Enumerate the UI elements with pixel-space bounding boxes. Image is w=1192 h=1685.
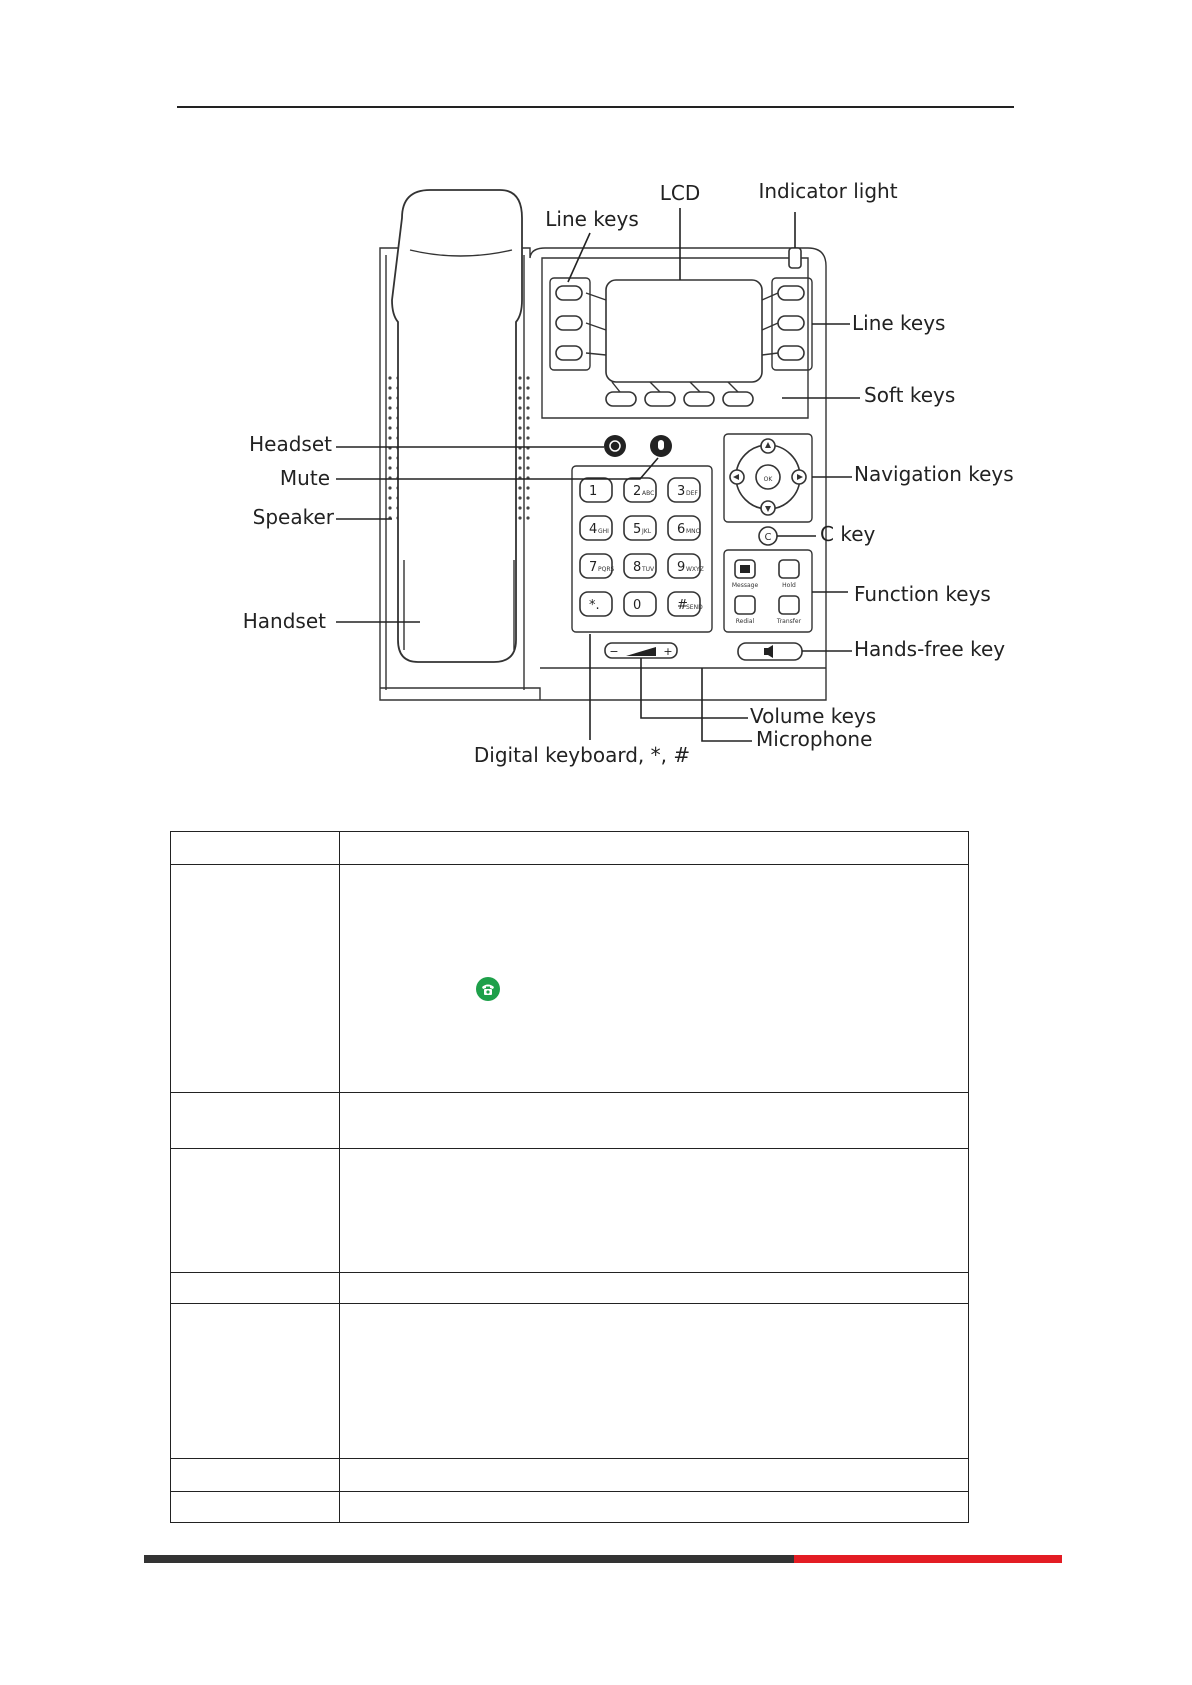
transfer-label: Transfer: [776, 618, 802, 625]
headset-button: [604, 435, 626, 457]
label-volume-keys: Volume keys: [750, 704, 877, 728]
keypad-key-digit: 7: [589, 560, 598, 575]
label-line-keys-top: Line keys: [545, 207, 639, 231]
keypad-keys: [580, 478, 704, 616]
table-cell: [340, 1459, 969, 1492]
table-cell: [340, 1093, 969, 1149]
indicator-light: [789, 248, 801, 268]
label-speaker: Speaker: [252, 505, 334, 529]
label-mute: Mute: [279, 466, 330, 490]
redial-key: [735, 596, 755, 614]
redial-label: Redial: [735, 618, 755, 625]
label-microphone: Microphone: [756, 727, 873, 751]
svg-text:+: +: [663, 645, 673, 658]
keypad-key-letters: MNO: [686, 528, 701, 535]
transfer-key: [779, 596, 799, 614]
lcd-screen: [606, 280, 762, 382]
keypad-key-digit: #: [677, 598, 688, 613]
keypad-key-digit: 2: [633, 484, 642, 499]
table-row: [171, 1149, 969, 1273]
label-function-keys: Function keys: [854, 582, 991, 606]
table-cell: [171, 832, 340, 865]
keypad-key-letters: PQRS: [598, 566, 615, 573]
label-lcd: LCD: [659, 181, 701, 205]
table-cell: [171, 865, 340, 1093]
message-label: Message: [731, 582, 759, 589]
table-cell: [340, 1149, 969, 1273]
table-cell: [340, 1492, 969, 1523]
hold-label: Hold: [782, 582, 796, 589]
line-key-left-2: [556, 316, 582, 330]
label-line-keys-right: Line keys: [852, 311, 946, 335]
keypad-key-digit: 5: [633, 522, 642, 537]
label-navigation-keys: Navigation keys: [854, 462, 1014, 486]
keypad-key-letters: WXYZ: [686, 566, 704, 573]
table-cell: [171, 1149, 340, 1273]
keypad-key-digit: 9: [677, 560, 686, 575]
handset: [392, 190, 522, 662]
table-cell: [171, 1492, 340, 1523]
label-digital-keyboard: Digital keyboard, *, #: [473, 743, 691, 767]
leader-microphone: [702, 668, 752, 741]
svg-text:−: −: [609, 645, 619, 658]
label-headset: Headset: [249, 432, 332, 456]
line-key-right-1: [778, 286, 804, 300]
keypad-key-digit: 0: [633, 598, 642, 613]
label-handset: Handset: [242, 609, 326, 633]
label-hands-free-key: Hands-free key: [854, 637, 1006, 661]
soft-key-3: [684, 392, 714, 406]
keypad-key-letters: GHI: [598, 528, 609, 535]
label-c-key: C key: [820, 522, 876, 546]
keypad-key-digit: 8: [633, 560, 642, 575]
label-soft-keys: Soft keys: [864, 383, 956, 407]
footer-bar-dark: [144, 1555, 794, 1563]
keypad-key-letters: JKL: [642, 528, 652, 535]
phone-diagram: [0, 0, 1192, 790]
table-cell: [340, 865, 969, 1093]
keypad-key-digit: 4: [589, 522, 598, 537]
phone-base-bottom: [380, 668, 826, 700]
keypad-key-letters: ABC: [642, 490, 655, 497]
table-row: [171, 865, 969, 1093]
keypad-key-digit: 3: [677, 484, 686, 499]
line-key-left-1: [556, 286, 582, 300]
table-row: [171, 1459, 969, 1492]
line-key-right-3: [778, 346, 804, 360]
line-key-left-3: [556, 346, 582, 360]
c-key-label[interactable]: C: [764, 532, 772, 543]
table-cell: [340, 1304, 969, 1459]
green-phone-icon: [476, 977, 500, 1001]
keypad-key-letters: TUV: [642, 566, 655, 573]
line-key-right-2: [778, 316, 804, 330]
table-row: [171, 1492, 969, 1523]
hold-key: [779, 560, 799, 578]
table-cell: [171, 1459, 340, 1492]
table-cell: [171, 1093, 340, 1149]
footer-bar-red: [794, 1555, 1062, 1563]
label-indicator-light: Indicator light: [758, 179, 898, 203]
table-cell: [340, 832, 969, 865]
ok-label[interactable]: OK: [763, 476, 773, 483]
table-row: [171, 1273, 969, 1304]
table-cell: [171, 1304, 340, 1459]
soft-key-4: [723, 392, 753, 406]
keypad-key-digit: 1: [589, 484, 598, 499]
table-cell: [340, 1273, 969, 1304]
soft-key-1: [606, 392, 636, 406]
keypad-key-letters: DEF: [686, 490, 698, 497]
soft-key-2: [645, 392, 675, 406]
table-row: [171, 832, 969, 865]
spec-table: [170, 831, 969, 1523]
keypad-key-digit: *.: [589, 598, 600, 613]
table-row: [171, 1093, 969, 1149]
keypad-key-letters: SEND: [686, 604, 703, 611]
leader-volume: [641, 658, 748, 718]
table-row: [171, 1304, 969, 1459]
keypad-key-digit: 6: [677, 522, 686, 537]
table-cell: [171, 1273, 340, 1304]
